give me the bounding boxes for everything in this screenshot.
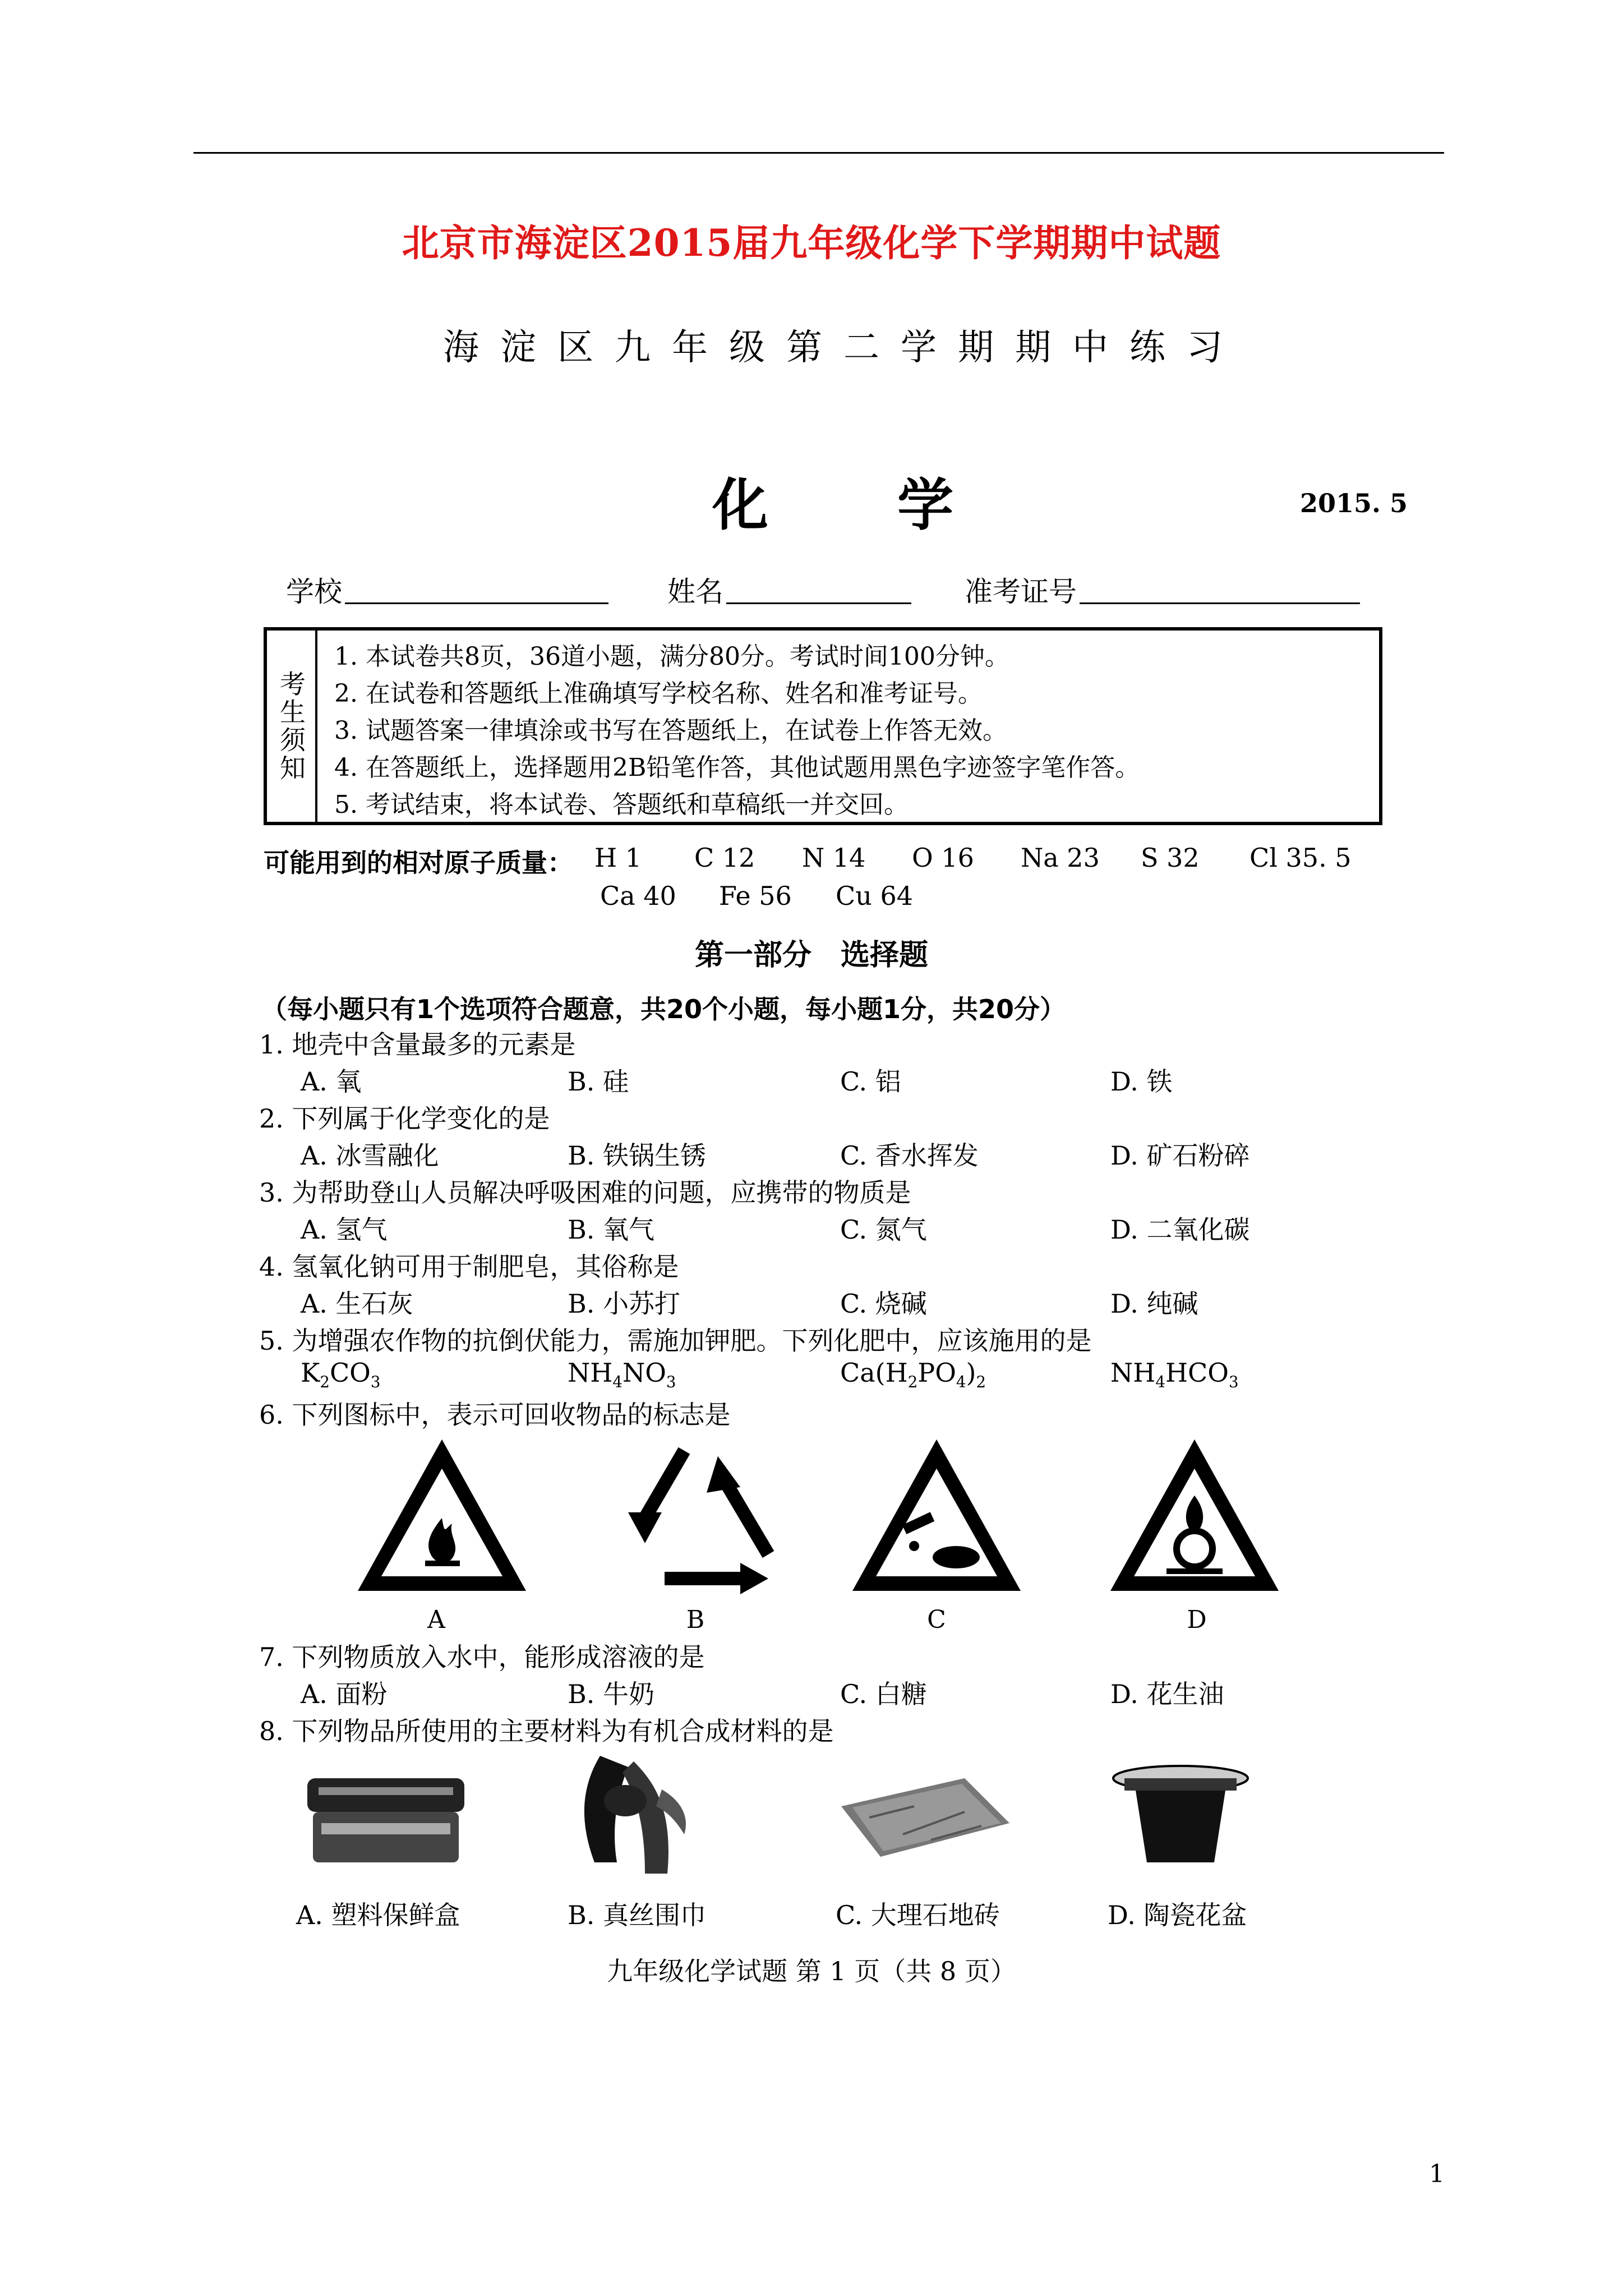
question-stem: 6. 下列图标中，表示可回收物品的标志是	[259, 1400, 731, 1430]
header-rule	[193, 152, 1444, 154]
name-label: 姓名	[667, 576, 723, 608]
option[interactable]: A. 氢气	[301, 1214, 388, 1245]
exam-no-field[interactable]	[1080, 579, 1360, 604]
document-title: 北京市海淀区2015届九年级化学下学期期中试题	[402, 221, 1221, 265]
silk-scarf-image[interactable]	[561, 1750, 707, 1885]
notice-list	[334, 638, 1140, 823]
option-label: C	[927, 1605, 946, 1634]
mass-item: Na 23	[1021, 843, 1100, 873]
ceramic-pot-image[interactable]	[1108, 1761, 1253, 1874]
option[interactable]: C. 烧碱	[840, 1289, 927, 1319]
option[interactable]: D. 铁	[1110, 1066, 1173, 1097]
option[interactable]: B. 真丝围巾	[568, 1900, 707, 1930]
plastic-container-image[interactable]	[302, 1761, 470, 1874]
mass-item: O 16	[912, 843, 974, 873]
notice-item: 4. 在答题纸上，选择题用2B铅笔作答，其他试题用黑色字迹签字笔作答。	[334, 753, 1140, 782]
flammable-sign-icon[interactable]	[352, 1434, 532, 1602]
mass-item: Cu 64	[836, 881, 913, 911]
option[interactable]: A. 面粉	[301, 1679, 388, 1709]
option[interactable]: B. 小苏打	[568, 1289, 681, 1319]
option[interactable]: A. 冰雪融化	[301, 1140, 439, 1171]
notice-item: 5. 考试结束，将本试卷、答题纸和草稿纸一并交回。	[334, 790, 909, 819]
option[interactable]: B. 铁锅生锈	[568, 1140, 707, 1171]
option[interactable]: D. 纯碱	[1110, 1289, 1198, 1319]
option-d[interactable]: $NH_4HCO_3$	[1110, 1358, 1239, 1392]
option[interactable]: D. 陶瓷花盆	[1108, 1900, 1247, 1930]
notice-label: 考生须知	[267, 631, 317, 822]
option[interactable]: B. 硅	[568, 1066, 629, 1097]
subject-title: 化学	[712, 472, 1082, 538]
school-label: 学校	[286, 576, 342, 608]
option-label: D	[1187, 1605, 1207, 1634]
option[interactable]: A. 塑料保鲜盒	[296, 1900, 460, 1930]
corrosive-sign-icon[interactable]	[847, 1434, 1026, 1602]
mass-item: C 12	[694, 843, 755, 873]
option[interactable]: A. 生石灰	[301, 1289, 413, 1319]
mass-item: S 32	[1141, 843, 1200, 873]
recycle-sign-icon[interactable]	[606, 1434, 785, 1602]
page-number: 1	[1429, 2160, 1445, 2188]
option[interactable]: C. 香水挥发	[840, 1140, 979, 1171]
mass-item: Ca 40	[600, 881, 676, 911]
question-stem: 8. 下列物品所使用的主要材料为有机合成材料的是	[259, 1716, 834, 1746]
option-a[interactable]: $K_2CO_3$	[301, 1358, 381, 1392]
notice-item: 1. 本试卷共8页，36道小题，满分80分。考试时间100分钟。	[334, 642, 1009, 671]
notice-item: 2. 在试卷和答题纸上准确填写学校名称、姓名和准考证号。	[334, 679, 983, 708]
option[interactable]: B. 氧气	[568, 1214, 655, 1245]
question-stem: 4. 氢氧化钠可用于制肥皂，其俗称是	[259, 1251, 679, 1282]
marble-tile-image[interactable]	[836, 1773, 1015, 1862]
exam-date: 2015. 5	[1300, 488, 1408, 518]
notice-box	[264, 627, 1382, 825]
option[interactable]: C. 氮气	[840, 1214, 927, 1245]
option-label: A	[427, 1605, 445, 1634]
option[interactable]: C. 白糖	[840, 1679, 927, 1709]
mass-item: H 1	[594, 843, 642, 873]
option[interactable]: D. 二氧化碳	[1110, 1214, 1250, 1245]
oxidizer-sign-icon[interactable]	[1105, 1434, 1284, 1602]
mass-item: N 14	[802, 843, 866, 873]
masses-label: 可能用到的相对原子质量：	[264, 848, 573, 878]
option[interactable]: D. 花生油	[1110, 1679, 1224, 1709]
option-b[interactable]: $NH_4NO_3$	[568, 1358, 676, 1392]
section-title: 第一部分 选择题	[694, 938, 928, 972]
school-field[interactable]	[345, 579, 608, 604]
option[interactable]: B. 牛奶	[568, 1679, 655, 1709]
notice-item: 3. 试题答案一律填涂或书写在答题纸上，在试卷上作答无效。	[334, 716, 1007, 745]
mass-item: Cl 35. 5	[1249, 843, 1352, 873]
option-c[interactable]: $Ca(H_2PO_4)_2$	[840, 1358, 986, 1392]
exam-no-label: 准考证号	[965, 576, 1077, 608]
option[interactable]: A. 氧	[301, 1066, 362, 1097]
option[interactable]: C. 铝	[840, 1066, 901, 1097]
question-stem: 1. 地壳中含量最多的元素是	[259, 1029, 576, 1060]
section-note: （每小题只有1个选项符合题意，共20个小题，每小题1分，共20分）	[261, 994, 1066, 1024]
page-footer: 九年级化学试题 第 1 页（共 8 页）	[607, 1956, 1016, 1986]
question-stem: 7. 下列物质放入水中，能形成溶液的是	[259, 1642, 705, 1672]
question-stem: 2. 下列属于化学变化的是	[259, 1103, 550, 1134]
option[interactable]: C. 大理石地砖	[836, 1900, 1000, 1930]
option-label: B	[686, 1605, 705, 1634]
mass-item: Fe 56	[719, 881, 792, 911]
question-stem: 5. 为增强农作物的抗倒伏能力，需施加钾肥。下列化肥中，应该施用的是	[259, 1326, 1092, 1356]
question-stem: 3. 为帮助登山人员解决呼吸困难的问题，应携带的物质是	[259, 1177, 911, 1208]
exam-title: 海淀区九年级第二学期期中练习	[443, 327, 1244, 369]
name-field[interactable]	[726, 579, 911, 604]
option[interactable]: D. 矿石粉碎	[1110, 1140, 1250, 1171]
